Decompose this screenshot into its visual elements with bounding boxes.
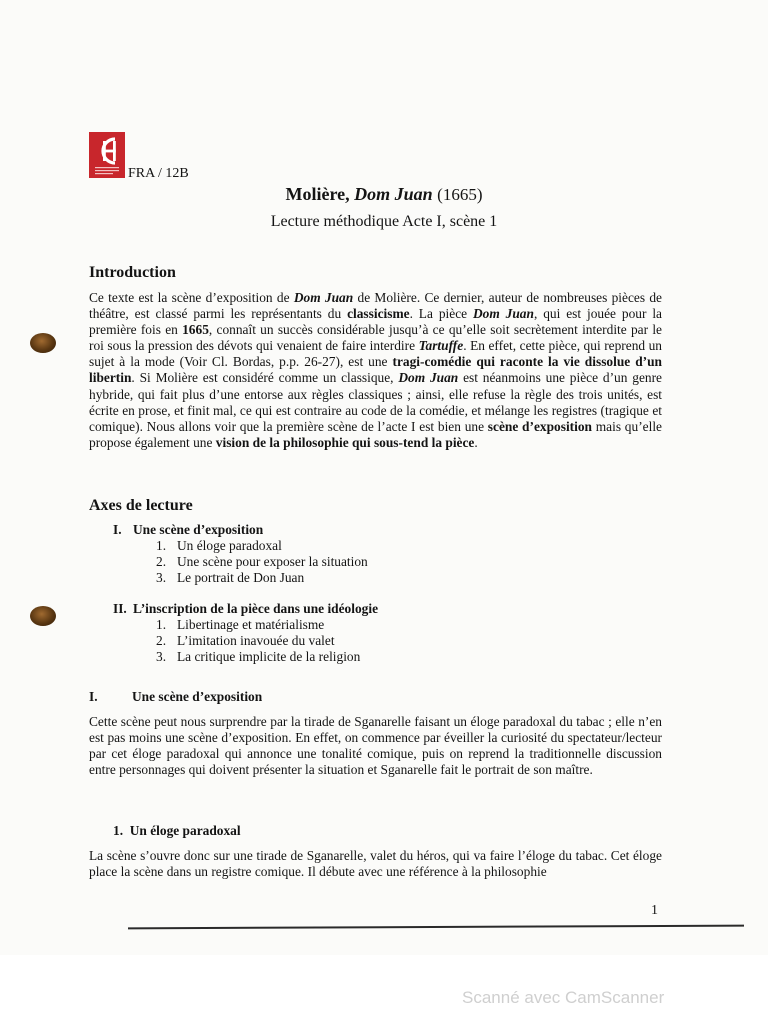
intro-text-segment: Tartuffe	[418, 338, 464, 354]
intro-text-segment: Dom Juan	[293, 290, 354, 305]
title-year: (1665)	[437, 185, 483, 204]
document-title	[0, 184, 768, 205]
intro-text-segment: .	[474, 434, 478, 450]
intro-text-segment: tragi-comédie qui raconte la vie dissolue d’un libertin	[89, 354, 663, 386]
intro-text-segment: Dom Juan	[398, 370, 459, 386]
axis-2-title	[113, 601, 378, 617]
list-item: 3. Le portrait de Don Juan	[156, 570, 305, 585]
list-item: 1. Un éloge paradoxal	[156, 538, 282, 553]
axis-1-label: Une scène d’exposition	[133, 522, 264, 537]
axis-1-number: I.	[113, 522, 122, 537]
scanner-watermark: Scanné avec CamScanner	[462, 988, 665, 1007]
title-work: Dom Juan	[354, 184, 433, 204]
subsection-1-label: Un éloge paradoxal	[129, 823, 241, 838]
intro-text-segment: 1665	[182, 322, 209, 338]
page-bottom-rule	[128, 925, 744, 930]
intro-text-segment: est néanmoins une pièce d’un genre hybride, qui fait plus d’une entorse aux règles classiques ; ainsi, elle refuse la règle des trois unités, est écrite en prose, et finit mal, ce qui est contraire au code de la comédie, et mélange les registres (tragique et comique). Nous allons voir que la première scène de l’acte I est bien une	[89, 370, 662, 434]
intro-text-segment: mais qu’elle propose également une	[89, 418, 662, 450]
reading-axes-heading: Axes de lecture	[89, 497, 193, 514]
section-1-number: I.	[89, 689, 98, 704]
document-subtitle: Lecture méthodique Acte I, scène 1	[270, 213, 498, 230]
section-1-title: Une scène d’exposition	[132, 689, 263, 704]
axis-2-list	[156, 617, 360, 665]
list-item: 2. Une scène pour exposer la situation	[156, 554, 368, 569]
punch-hole-top	[30, 333, 56, 353]
subsection-1-number: 1.	[113, 823, 124, 838]
introduction-paragraph	[89, 290, 662, 451]
intro-text-segment: . La pièce	[409, 306, 473, 322]
list-item: 2. L’imitation inavouée du valet	[156, 633, 335, 648]
punch-hole-bottom	[30, 606, 56, 626]
axis-2-label: L’inscription de la pièce dans une idéologie	[133, 601, 379, 616]
intro-text-segment: classicisme	[347, 306, 410, 322]
section-1-paragraph: Cette scène peut nous surprendre par la tirade de Sganarelle faisant un éloge paradoxal du tabac ; elle n’en est pas moins une scène d’exposition. En effet, on commence par éveiller la curiosité du spectateur/lecteur par cet éloge paradoxal qui annonce une tonalité comique, puis on reprend la traditionnelle discussion entre personnages qui doivent présenter la situation et Sganarelle fait le portrait de son maître.	[89, 714, 662, 778]
title-author: Molière,	[285, 184, 350, 204]
axis-1-title	[113, 522, 263, 538]
list-item: 1. Libertinage et matérialisme	[156, 617, 325, 632]
page-number: 1	[651, 903, 658, 918]
intro-text-segment: , qui est jouée pour la première fois en	[89, 306, 662, 338]
intro-text-segment: de Molière. Ce dernier, auteur de nombreuses pièces de théâtre, est classé parmi les représentants du	[89, 290, 662, 322]
introduction-heading: Introduction	[89, 264, 176, 281]
school-logo-icon	[89, 132, 125, 178]
axis-1-list	[156, 538, 368, 586]
subsection-1-paragraph: La scène s’ouvre donc sur une tirade de Sganarelle, valet du héros, qui va faire l’éloge du tabac. Cet éloge place la scène dans un registre comique. Il débute avec une référence à la philosophie	[89, 848, 662, 880]
intro-text-segment: , connaît un succès considérable jusqu’à ce qu’elle soit secrètement interdite par le roi sous la pression des dévots qui venaient de faire interdire	[89, 322, 662, 354]
intro-text-segment: Ce texte est la scène d’exposition de	[89, 290, 294, 305]
subsection-1-title	[113, 823, 241, 839]
intro-text-segment: vision de la philosophie qui sous-tend la pièce	[215, 434, 475, 450]
intro-text-segment: scène d’exposition	[487, 418, 592, 434]
intro-text-segment: . En effet, cette pièce, qui reprend un sujet à la mode (Voir Cl. Bordas, p.p. 26-27), est une	[89, 338, 663, 370]
list-item: 3. La critique implicite de la religion	[156, 649, 361, 664]
axis-2-number: II.	[113, 601, 127, 616]
intro-text-segment: Dom Juan	[472, 306, 534, 322]
intro-text-segment: . Si Molière est considéré comme un classique,	[131, 370, 399, 386]
course-code: FRA / 12B	[128, 166, 189, 181]
